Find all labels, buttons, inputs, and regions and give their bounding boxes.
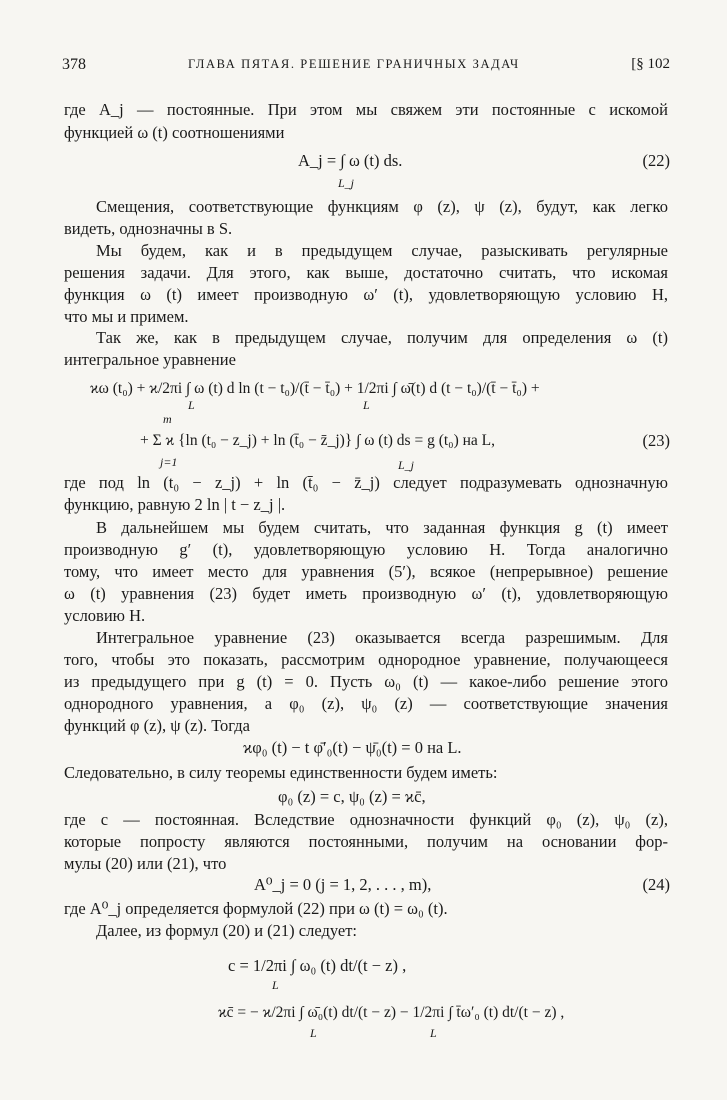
equation-24: A⁰_j = 0 (j = 1, 2, . . . , m), (254, 875, 432, 894)
text-line: В дальнейшем мы будем считать, что заданная функция g (t) имеет (96, 518, 668, 537)
equation-number: (22) (642, 151, 670, 170)
equation-23-line-1: ϰω (t₀) + ϰ/2πi ∫ ω (t) d ln (t − t₀)/(t̄ − t̄₀) + 1/2πi ∫ ω̄(t) d (t − t₀)/(t̄ − t̄₀) + (90, 380, 540, 397)
text-line: Так же, как в предыдущем случае, получим для определения ω (t) (96, 328, 668, 347)
text-line: где c — постоянная. Вследствие однозначности функций φ₀ (z), ψ₀ (z), (64, 810, 668, 829)
text-line: где A⁰_j определяется формулой (22) при ω (t) = ω₀ (t). (64, 899, 448, 918)
equation-number: (23) (642, 431, 670, 450)
text-line: функцию, равную 2 ln | t − z_j |. (64, 495, 286, 514)
limit-label: L_j (398, 458, 415, 472)
equation-kc-integral: ϰc̄ = − ϰ/2πi ∫ ω̄₀(t) dt/(t − z) − 1/2πi ∫ t̄ω′₀ (t) dt/(t − z) , (218, 1004, 565, 1021)
chapter-title: ГЛАВА ПЯТАЯ. РЕШЕНИЕ ГРАНИЧНЫХ ЗАДАЧ (188, 57, 520, 71)
text-line: однородного уравнения, а φ₀ (z), ψ₀ (z) — соответствующие значения (64, 694, 668, 713)
text-line: Мы будем, как и в предыдущем случае, разыскивать регулярные (96, 241, 668, 260)
text-line: решения задачи. Для этого, как выше, достаточно считать, что искомая (64, 263, 668, 282)
text-line: функция ω (t) имеет производную ω′ (t), удовлетворяющую условию H, (64, 285, 668, 304)
text-line: ω (t) уравнения (23) будет иметь производную ω′ (t), удовлетворяющую (64, 584, 668, 603)
section-number: [§ 102 (631, 56, 670, 72)
limit-label: L (430, 1026, 437, 1040)
limit-label: j=1 (160, 455, 178, 469)
text-line: из предыдущего при g (t) = 0. Пусть ω₀ (t) — какое-либо решение этого (64, 672, 668, 691)
text-line: Смещения, соответствующие функциям φ (z), ψ (z), будут, как легко (96, 197, 668, 216)
equation-c-integral: c = 1/2πi ∫ ω₀ (t) dt/(t − z) , (228, 956, 407, 975)
text-line: тому, что имеет место для уравнения (5′), всякое (непрерывное) решение (64, 562, 668, 581)
limit-label: L_j (338, 176, 355, 190)
text-line: мулы (20) или (21), что (64, 854, 227, 873)
equation-number: (24) (642, 875, 670, 894)
text-line: интегральное уравнение (64, 350, 236, 369)
equation-22: A_j = ∫ ω (t) ds. (298, 151, 403, 170)
page-number: 378 (62, 56, 86, 73)
running-header (62, 56, 670, 78)
equation-23-line-2: + Σ ϰ {ln (t₀ − z_j) + ln (t̄₀ − z̄_j)} ∫ ω (t) ds = g (t₀) на L, (140, 432, 496, 449)
limit-label: m (163, 412, 172, 426)
text-line: где A_j — постоянные. При этом мы свяжем эти постоянные с искомой (64, 100, 668, 119)
text-line: Следовательно, в силу теоремы единственности будем иметь: (64, 763, 498, 782)
equation-homogeneous: ϰφ₀ (t) − t φ̄′₀(t) − ψ̄₀(t) = 0 на L. (243, 738, 462, 757)
text-line: что мы и примем. (64, 307, 189, 326)
limit-label: L (363, 398, 370, 412)
text-line: Интегральное уравнение (23) оказывается всегда разрешимым. Для (96, 628, 668, 647)
limit-label: L (272, 978, 279, 992)
text-line: функций φ (z), ψ (z). Тогда (64, 716, 250, 735)
text-line: которые попросту являются постоянными, получим на основании фор- (64, 832, 668, 851)
text-line: того, чтобы это показать, рассмотрим однородное уравнение, получающееся (64, 650, 668, 669)
text-line: функцией ω (t) соотношениями (64, 123, 285, 142)
text-line: видеть, однозначны в S. (64, 219, 233, 238)
limit-label: L (310, 1026, 317, 1040)
text-line: где под ln (t₀ − z_j) + ln (t̄₀ − z̄_j) следует подразумевать однозначную (64, 473, 668, 492)
text-line: условию H. (64, 606, 146, 625)
text-line: Далее, из формул (20) и (21) следует: (96, 921, 357, 940)
equation-constants: φ₀ (z) = c, ψ₀ (z) = ϰc̄, (278, 787, 426, 806)
text-line: производную g′ (t), удовлетворяющую условию H. Тогда аналогично (64, 540, 668, 559)
limit-label: L (188, 398, 195, 412)
